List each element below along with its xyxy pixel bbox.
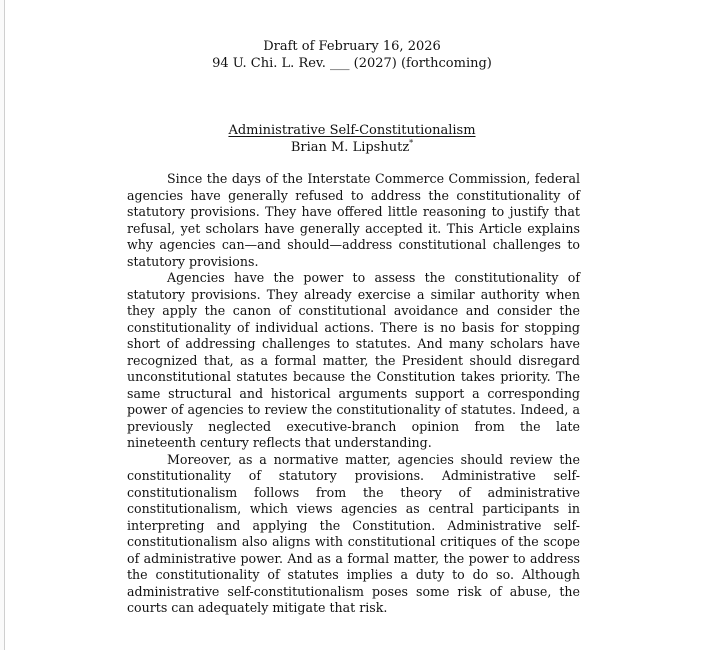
page-left-edge bbox=[0, 0, 5, 650]
abstract-paragraph-1: Since the days of the Interstate Commerce Commission, federal agencies have generally refused to address the constitutionality of statutory provisions. They have offered little reasoning to justify that refusal, yet scholars have generally accepted it. This Article explains why agencies can—and should—address constitutional challenges to statutory provisions. bbox=[127, 171, 580, 269]
abstract-paragraph-2: Agencies have the power to assess the constitutionality of statutory provisions. They already exercise a similar authority when they apply the canon of constitutional avoidance and consider the constitutionality of individual actions. There is no basis for stopping short of addressing challenges to statutes. And many scholars have recognized that, as a formal matter, the President should disregard unconstitutional statutes because the Constitution takes priority. The same structural and historical arguments support a corresponding power of agencies to review the constitutionality of statutes. Indeed, a previously neglected executive-branch opinion from the late nineteenth century reflects that understanding. bbox=[127, 270, 580, 450]
author-line bbox=[0, 139, 704, 156]
abstract bbox=[127, 171, 580, 617]
author-name: Brian M. Lipshutz bbox=[290, 140, 410, 155]
author-footnote-mark: * bbox=[409, 138, 414, 148]
draft-date-line: Draft of February 16, 2026 bbox=[263, 39, 441, 54]
title-block bbox=[0, 122, 704, 156]
citation-line: 94 U. Chi. L. Rev. ___ (2027) (forthcoming) bbox=[212, 56, 492, 71]
article-title: Administrative Self-Constitutionalism bbox=[228, 123, 476, 138]
document-header bbox=[0, 38, 704, 72]
abstract-paragraph-3: Moreover, as a normative matter, agencies should review the constitutionality of statutory provisions. Administrative self-constitutionalism follows from the theory of administrative constitutionalism, which views agencies as central participants in interpreting and applying the Constitution. Administrative self-constitutionalism also aligns with constitutional critiques of the scope of administrative power. And as a formal matter, the power to address the constitutionality of statutes implies a duty to do so. Although administrative self-constitutionalism poses some risk of abuse, the courts can adequately mitigate that risk. bbox=[127, 451, 580, 615]
